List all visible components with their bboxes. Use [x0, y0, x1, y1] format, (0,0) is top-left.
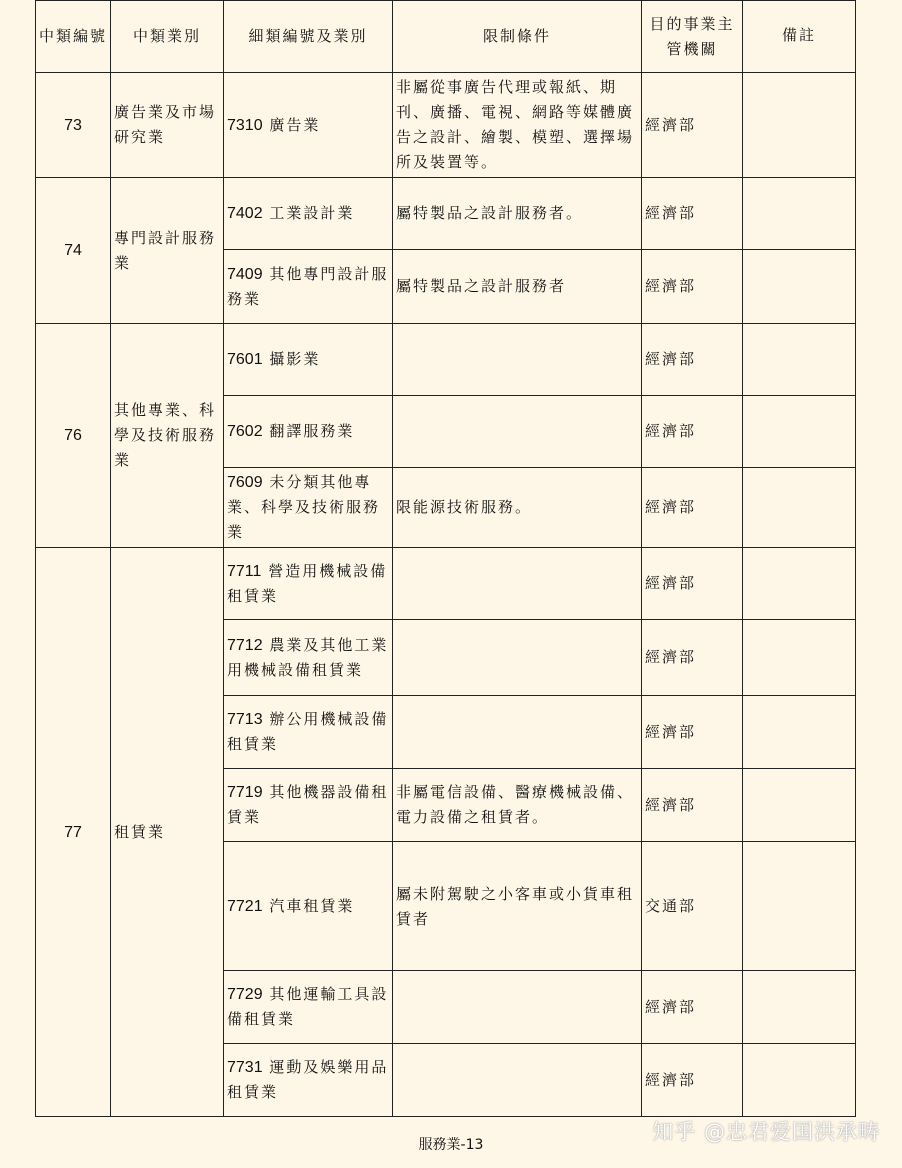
mid-code-cell: 77 — [36, 548, 111, 1117]
authority-cell: 經濟部 — [642, 769, 743, 842]
sub-category-cell — [224, 769, 393, 842]
header-note: 備註 — [743, 1, 856, 73]
sub-category-cell — [224, 73, 393, 178]
restriction-cell: 屬特製品之設計服務者。 — [393, 178, 642, 250]
authority-cell: 經濟部 — [642, 468, 743, 548]
table-row — [36, 73, 856, 178]
sub-category-cell — [224, 468, 393, 548]
mid-code-cell: 73 — [36, 73, 111, 178]
restriction-cell — [393, 1044, 642, 1117]
sub-category-cell — [224, 178, 393, 250]
sub-category-cell — [224, 1044, 393, 1117]
authority-cell: 交通部 — [642, 842, 743, 971]
sub-code: 7729 — [227, 986, 263, 1003]
mid-code-cell: 74 — [36, 178, 111, 324]
sub-code: 7713 — [227, 711, 263, 728]
sub-code: 7712 — [227, 636, 263, 654]
note-cell — [743, 250, 856, 324]
sub-category-cell — [224, 324, 393, 396]
note-cell — [743, 178, 856, 250]
authority-cell: 經濟部 — [642, 1044, 743, 1117]
sub-name: 運動及娛樂用品租賃業 — [227, 1058, 389, 1101]
sub-code: 7602 — [227, 423, 263, 440]
sub-name: 攝影業 — [269, 350, 321, 368]
sub-name: 其他機器設備租賃業 — [227, 783, 389, 826]
header-row — [36, 1, 856, 73]
restriction-cell: 非屬電信設備、醫療機械設備、電力設備之租賃者。 — [393, 769, 642, 842]
restriction-cell — [393, 396, 642, 468]
header-mid-name: 中類業別 — [111, 1, 224, 73]
watermark: 知乎 @忠君爱国洪承畴 — [652, 1120, 880, 1144]
sub-code: 7719 — [227, 784, 263, 801]
sub-category-cell — [224, 971, 393, 1044]
authority-cell: 經濟部 — [642, 971, 743, 1044]
note-cell — [743, 696, 856, 769]
restriction-cell — [393, 548, 642, 620]
sub-code: 7731 — [227, 1059, 263, 1076]
mid-name-cell: 專門設計服務業 — [111, 178, 224, 324]
sub-name: 營造用機械設備租賃業 — [227, 561, 388, 605]
restriction-cell — [393, 971, 642, 1044]
sub-category-cell — [224, 842, 393, 971]
restriction-cell: 屬未附駕駛之小客車或小貨車租賃者 — [393, 842, 642, 971]
sub-name: 其他專門設計服務業 — [227, 264, 389, 308]
sub-name: 翻譯服務業 — [269, 422, 355, 440]
mid-name-cell: 租賃業 — [111, 548, 224, 1117]
authority-cell: 經濟部 — [642, 250, 743, 324]
sub-name: 未分類其他專業、科學及技術服務業 — [227, 473, 381, 541]
note-cell — [743, 396, 856, 468]
sub-category-cell — [224, 696, 393, 769]
sub-name: 其他運輸工具設備租賃業 — [227, 985, 389, 1028]
authority-cell: 經濟部 — [642, 548, 743, 620]
mid-name-cell: 廣告業及市場研究業 — [111, 73, 224, 178]
note-cell — [743, 769, 856, 842]
header-sub: 細類編號及業別 — [224, 1, 393, 73]
sub-code: 7310 — [227, 116, 263, 134]
note-cell — [743, 548, 856, 620]
restriction-cell: 屬特製品之設計服務者 — [393, 250, 642, 324]
note-cell — [743, 73, 856, 178]
sub-category-cell — [224, 396, 393, 468]
regulation-table — [35, 0, 856, 1117]
restriction-cell: 限能源技術服務。 — [393, 468, 642, 548]
table-row — [36, 324, 856, 396]
note-cell — [743, 324, 856, 396]
header-restriction: 限制條件 — [393, 1, 642, 73]
note-cell — [743, 620, 856, 696]
sub-category-cell — [224, 548, 393, 620]
sub-name: 廣告業 — [269, 115, 321, 134]
authority-cell: 經濟部 — [642, 620, 743, 696]
page-footer: 服務業-13 — [418, 1137, 484, 1153]
restriction-cell: 非屬從事廣告代理或報紙、期刊、廣播、電視、網路等媒體廣告之設計、繪製、模塑、選擇場所及裝置等。 — [393, 73, 642, 178]
authority-cell: 經濟部 — [642, 178, 743, 250]
restriction-cell — [393, 620, 642, 696]
mid-code-cell: 76 — [36, 324, 111, 548]
sub-name: 農業及其他工業用機械設備租賃業 — [227, 635, 389, 679]
sub-category-cell — [224, 620, 393, 696]
sub-code: 7409 — [227, 265, 263, 283]
sub-code: 7402 — [227, 205, 263, 222]
sub-code: 7609 — [227, 474, 263, 491]
sub-name: 辦公用機械設備租賃業 — [227, 710, 389, 753]
note-cell — [743, 971, 856, 1044]
note-cell — [743, 1044, 856, 1117]
sub-name: 汽車租賃業 — [269, 896, 355, 915]
mid-name-cell: 其他專業、科學及技術服務業 — [111, 324, 224, 548]
header-mid-code: 中類編號 — [36, 1, 111, 73]
authority-cell: 經濟部 — [642, 696, 743, 769]
authority-cell: 經濟部 — [642, 396, 743, 468]
sub-name: 工業設計業 — [269, 204, 355, 222]
note-cell — [743, 468, 856, 548]
restriction-cell — [393, 324, 642, 396]
sub-category-cell — [224, 250, 393, 324]
table-row — [36, 548, 856, 620]
restriction-cell — [393, 696, 642, 769]
authority-cell: 經濟部 — [642, 324, 743, 396]
table-row — [36, 178, 856, 250]
sub-code: 7711 — [227, 562, 262, 580]
sub-code: 7721 — [227, 897, 263, 915]
header-authority: 目的事業主管機關 — [642, 1, 743, 73]
note-cell — [743, 842, 856, 971]
authority-cell: 經濟部 — [642, 73, 743, 178]
sub-code: 7601 — [227, 351, 263, 368]
